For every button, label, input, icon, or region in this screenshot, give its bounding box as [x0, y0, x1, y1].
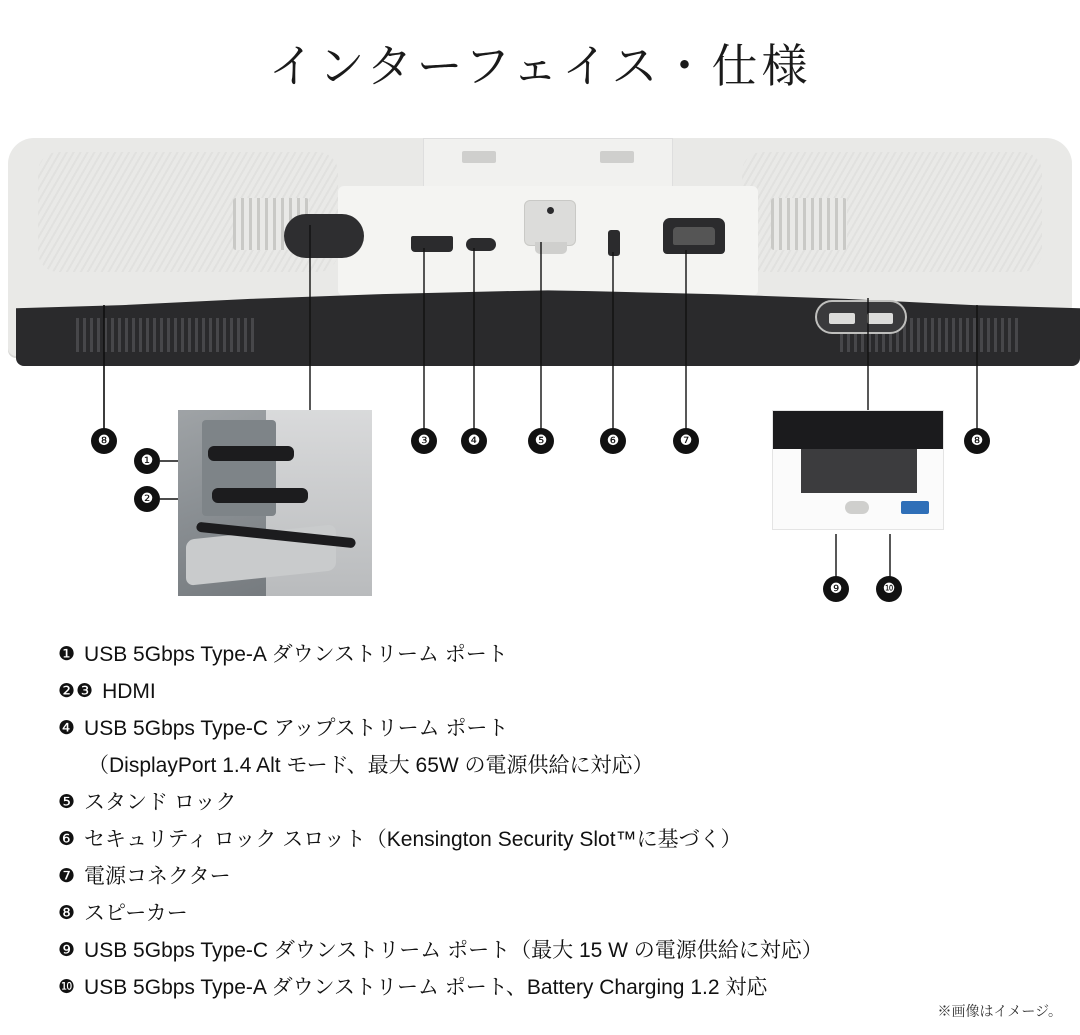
legend-text: （DisplayPort 1.4 Alt モード、最大 65W の電源供給に対応）: [88, 754, 654, 777]
monitor-back-panel: [8, 138, 1072, 358]
callout-8-left: ❽: [91, 428, 117, 454]
legend-item: [58, 821, 1018, 858]
legend-text: 電源コネクター: [84, 865, 231, 888]
legend-item: [58, 895, 1018, 932]
side-usb-a-icon: [867, 313, 893, 324]
page-title: インターフェイス・仕様: [268, 40, 812, 92]
legend-marks: ❷❸: [58, 680, 95, 702]
stand-lock-tab: [535, 242, 567, 254]
side-usb-ports-group: [815, 300, 907, 334]
legend-marks: ❶: [58, 643, 77, 665]
side-usb-photo: [772, 410, 944, 530]
callout-3: ❸: [411, 428, 437, 454]
legend-text: USB 5Gbps Type-A ダウンストリーム ポート、Battery Charging 1.2 対応: [84, 976, 768, 999]
stand-lock-screw: [547, 207, 554, 214]
photo-usb-block: [801, 449, 917, 493]
stand-cable-photo: [178, 410, 372, 596]
legend-text: HDMI: [102, 680, 156, 703]
legend-text: スピーカー: [84, 902, 188, 925]
legend-item: [58, 673, 1018, 710]
legend-text: セキュリティ ロック スロット（Kensington Security Slot™に基づく）: [84, 828, 742, 851]
vesa-screw-right: [600, 151, 634, 163]
legend-text: USB 5Gbps Type-C アップストリーム ポート: [84, 717, 509, 740]
legend-marks: ❿: [58, 976, 77, 998]
usb-type-c-upstream-port-icon: [466, 238, 496, 251]
legend-marks: ❼: [58, 865, 77, 887]
photo-cable-hdmi: [212, 488, 308, 503]
speaker-grille-left: [76, 318, 256, 352]
legend-text: USB 5Gbps Type-C ダウンストリーム ポート（最大 15 W の電源供給に対応）: [84, 939, 823, 962]
cable-routing-hole: [284, 214, 364, 258]
legend-item: [58, 636, 1018, 673]
photo-usb-c-port: [845, 501, 869, 514]
callout-7: ❼: [673, 428, 699, 454]
photo-usb-top-bar: [773, 411, 944, 449]
legend-marks: ❹: [58, 717, 77, 739]
callout-2: ❷: [134, 486, 160, 512]
legend-text: スタンド ロック: [84, 791, 237, 814]
kensington-lock-slot-icon: [608, 230, 620, 256]
callout-4: ❹: [461, 428, 487, 454]
legend-item: [58, 969, 1018, 1006]
monitor-bottom-bezel: [16, 288, 1080, 366]
legend-marks: ❺: [58, 791, 77, 813]
callout-5: ❺: [528, 428, 554, 454]
power-connector-icon: [663, 218, 725, 254]
legend-item: [58, 932, 1018, 969]
legend-item-sub: [58, 747, 1018, 784]
legend-text: USB 5Gbps Type-A ダウンストリーム ポート: [84, 643, 508, 666]
callout-8-right: ❽: [964, 428, 990, 454]
side-usb-c-icon: [829, 313, 855, 324]
legend-marks: ❻: [58, 828, 77, 850]
callout-9: ❾: [823, 576, 849, 602]
callout-10: ❿: [876, 576, 902, 602]
legend-item: [58, 784, 1018, 821]
vent-right: [771, 198, 847, 250]
legend-marks: ❽: [58, 902, 77, 924]
monitor-illustration: [0, 130, 1080, 620]
callout-1: ❶: [134, 448, 160, 474]
callout-6: ❻: [600, 428, 626, 454]
legend-item: [58, 858, 1018, 895]
vesa-screw-left: [462, 151, 496, 163]
hdmi-port-icon: [411, 236, 453, 252]
image-disclaimer: ※画像はイメージ。: [937, 1003, 1062, 1019]
legend-item: [58, 710, 1018, 747]
photo-cable-usb-a: [208, 446, 294, 461]
legend-list: [58, 636, 1018, 1006]
photo-usb-a-port: [901, 501, 929, 514]
stand-lock-icon: [524, 200, 576, 246]
legend-marks: ❾: [58, 939, 77, 961]
